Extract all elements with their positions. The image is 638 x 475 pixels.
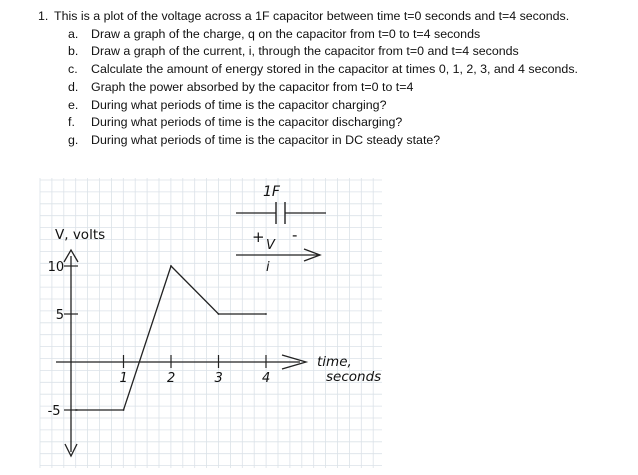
graph-paper-grid bbox=[40, 178, 382, 468]
y-tick-label: 10 bbox=[47, 260, 65, 275]
x-tick-label: 4 bbox=[262, 371, 271, 386]
voltage-data-point bbox=[265, 313, 267, 315]
part-letter: b. bbox=[68, 44, 79, 59]
chart-axes bbox=[56, 250, 306, 456]
y-axis-label: V, volts bbox=[55, 227, 106, 243]
part-text: During what periods of time is the capacitor charging? bbox=[91, 97, 387, 112]
voltage-data-point bbox=[123, 409, 125, 411]
voltage-data-point bbox=[75, 409, 77, 411]
part-text: Graph the power absorbed by the capacitor from t=0 to t=4 bbox=[91, 79, 414, 94]
part-text: Draw a graph of the current, i, through the capacitor from t=0 and t=4 seconds bbox=[91, 44, 519, 59]
part-letter: a. bbox=[68, 26, 79, 41]
capacitor-symbol bbox=[236, 184, 326, 275]
part-text: Draw a graph of the charge, q on the capacitor from t=0 to t=4 seconds bbox=[91, 26, 481, 41]
capacitor-voltage-label: V bbox=[266, 238, 275, 253]
x-tick-label: 3 bbox=[214, 371, 223, 386]
question-number: 1. bbox=[38, 9, 49, 23]
y-tick-label: 5 bbox=[55, 308, 65, 323]
capacitor-current-label: i bbox=[266, 260, 270, 275]
voltage-data-point bbox=[170, 265, 172, 267]
x-tick-label: 2 bbox=[167, 371, 176, 386]
x-axis-label-line2: seconds bbox=[326, 369, 382, 385]
question-text: This is a plot of the voltage across a 1F capacitor between time t=0 seconds and t=4 seconds. bbox=[54, 9, 570, 23]
capacitor-minus-sign: - bbox=[292, 226, 298, 244]
part-text: Calculate the amount of energy stored in the capacitor at times 0, 1, 2, 3, and 4 seconds. bbox=[91, 62, 578, 77]
voltage-data-point bbox=[218, 313, 220, 315]
axis-ticks bbox=[64, 266, 266, 410]
capacitance-label: 1F bbox=[263, 184, 280, 200]
part-text: During what periods of time is the capacitor in DC steady state? bbox=[91, 132, 441, 147]
x-axis-label-line1: time, bbox=[317, 354, 352, 370]
capacitor-plus-sign: + bbox=[252, 228, 265, 246]
part-letter: c. bbox=[68, 62, 78, 77]
part-letter: d. bbox=[68, 79, 79, 94]
x-tick-label: 1 bbox=[119, 371, 128, 386]
part-letter: g. bbox=[68, 132, 79, 147]
y-tick-label: -5 bbox=[47, 404, 61, 419]
part-letter: e. bbox=[68, 97, 79, 112]
part-text: During what periods of time is the capacitor discharging? bbox=[91, 115, 403, 130]
part-letter: f. bbox=[68, 115, 75, 130]
